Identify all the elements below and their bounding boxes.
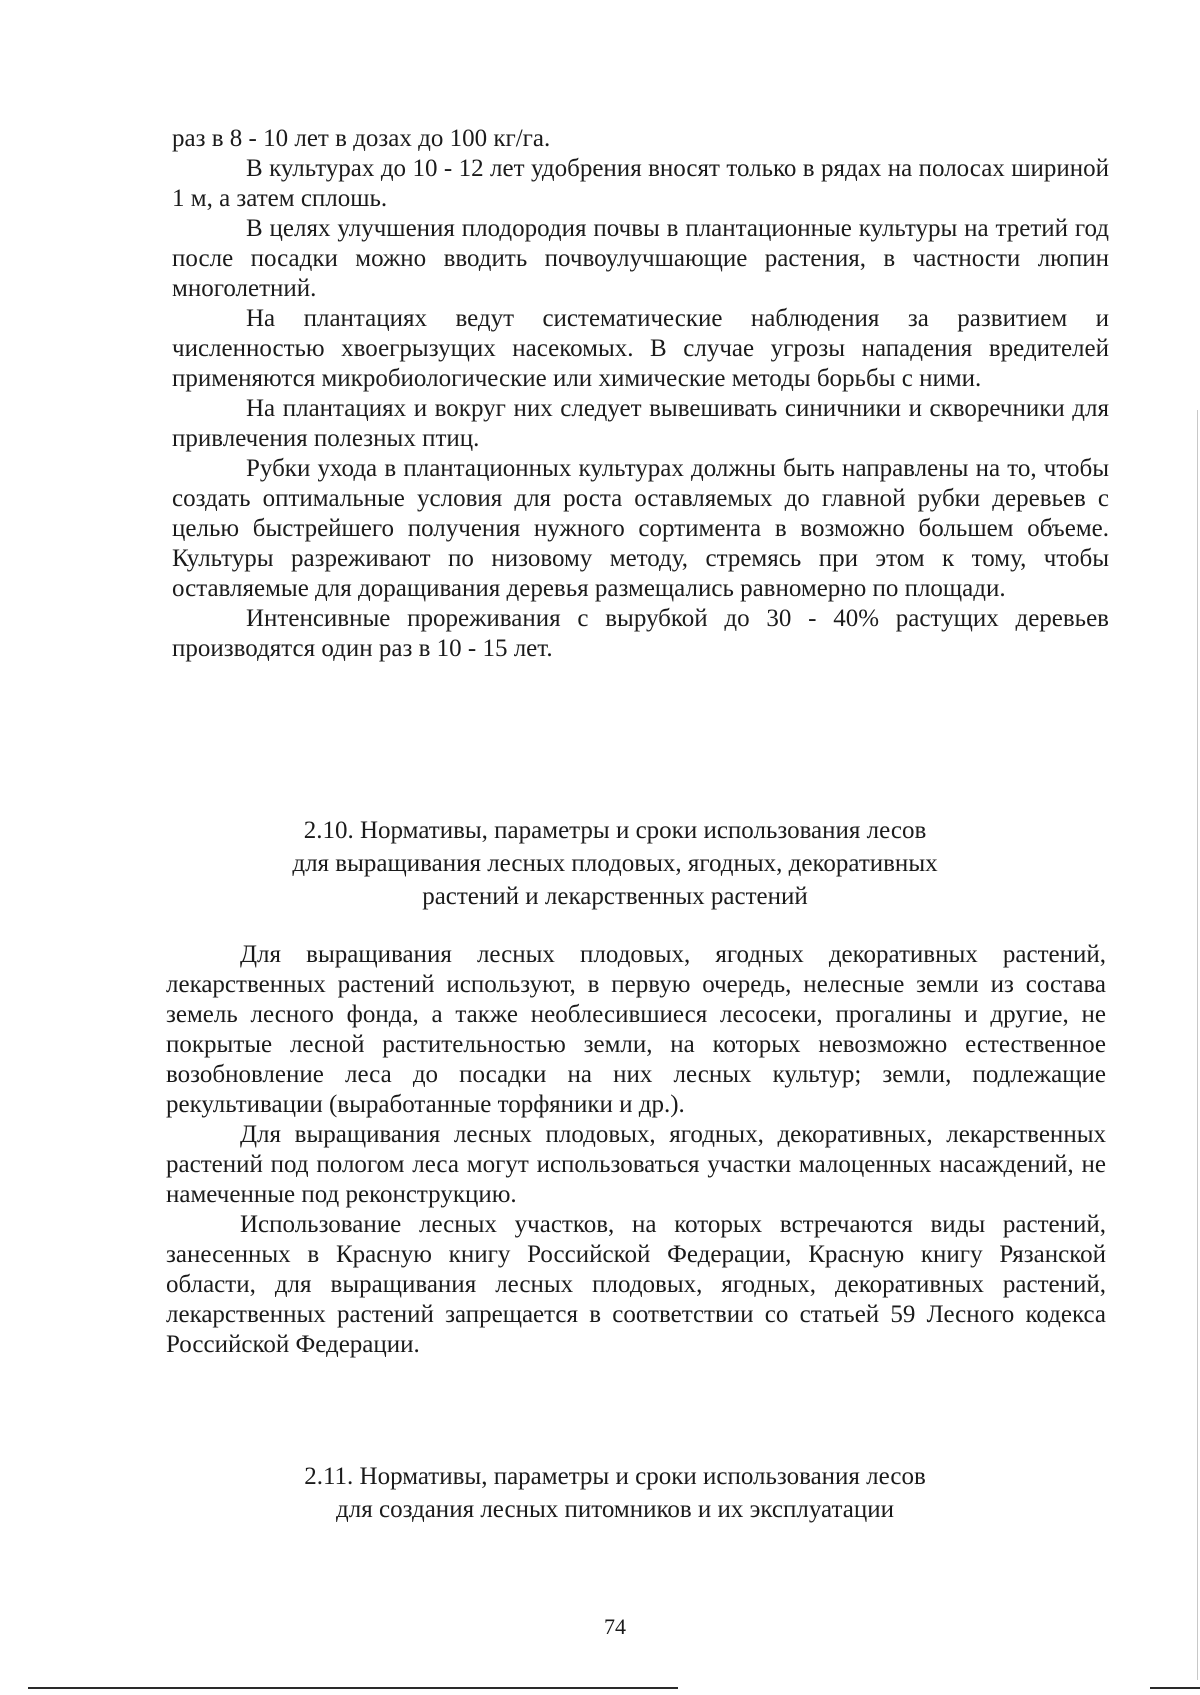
- paragraph-intensive-thinning: Интенсивные прореживания с вырубкой до 30 - 40% растущих деревьев производятся один раз в 10 - 15 лет.: [172, 605, 1109, 662]
- section-heading-2-10-line: растений и лекарственных растений: [422, 883, 808, 910]
- paragraph-land-use: Для выращивания лесных плодовых, ягодных декоративных растений, лекарственных растений используют, в первую очередь, нелесные земли из состава земель лесного фонда, а также необлесившиеся лесосеки, прогалины и другие, не покрытые лесной растительностью земли, на которых невозможно естественное возобновление леса до посадки на них лесных культур; земли, подлежащие рекультивации (выработанные торфяники и др.).: [166, 941, 1106, 1118]
- bottom-scan-rule: [28, 1687, 678, 1689]
- page-number: 74: [604, 1614, 626, 1639]
- scan-edge-line: [1197, 410, 1198, 1680]
- section-heading-2-11-line: 2.11. Нормативы, параметры и сроки использования лесов: [304, 1463, 926, 1490]
- section-heading-2-11: [0, 1460, 1200, 1526]
- paragraph-birdhouses: На плантациях и вокруг них следует вывешивать синичники и скворечники для привлечения полезных птиц.: [172, 395, 1109, 452]
- section-heading-2-10-line: для выращивания лесных плодовых, ягодных, декоративных: [292, 850, 938, 877]
- paragraph-under-canopy: Для выращивания лесных плодовых, ягодных, декоративных, лекарственных растений под пологом леса могут использоваться участки малоценных насаждений, не намеченные под реконструкцию.: [166, 1121, 1106, 1208]
- paragraph-fertilizer-rows: В культурах до 10 - 12 лет удобрения вносят только в рядах на полосах шириной 1 м, а затем сплошь.: [172, 155, 1109, 212]
- paragraph-soil-improvement: В целях улучшения плодородия почвы в плантационные культуры на третий год после посадки можно вводить почвоулучшающие растения, в частности люпин многолетний.: [172, 215, 1109, 302]
- paragraph-red-book: Использование лесных участков, на которых встречаются виды растений, занесенных в Красную книгу Российской Федерации, Красную книгу Рязанской области, для выращивания лесных плодовых, ягодных, декоративных растений, лекарственных растений запрещается в соответствии со статьей 59 Лесного кодекса Российской Федерации.: [166, 1211, 1106, 1358]
- paragraph-pest-monitoring: На плантациях ведут систематические наблюдения за развитием и численностью хвоегрызущих насекомых. В случае угрозы нападения вредителей применяются микробиологические или химические методы борьбы с ними.: [172, 305, 1109, 392]
- section-heading-2-11-line: для создания лесных питомников и их эксплуатации: [336, 1496, 894, 1523]
- bottom-scan-rule-right: [1150, 1687, 1200, 1689]
- lower-text-block: [166, 940, 1106, 1360]
- section-heading-2-10-line: 2.10. Нормативы, параметры и сроки использования лесов: [303, 817, 927, 844]
- upper-text-block: [172, 124, 1109, 664]
- paragraph-thinning: Рубки ухода в плантационных культурах должны быть направлены на то, чтобы создать оптимальные условия для роста оставляемых до главной рубки деревьев с целью быстрейшего получения нужного сортимента в возможно большем объеме. Культуры разреживают по низовому методу, стремясь при этом к тому, чтобы оставляемые для доращивания деревья размещались равномерно по площади.: [172, 455, 1109, 602]
- section-heading-2-10: [0, 814, 1200, 913]
- paragraph-fertilizer-dose: раз в 8 - 10 лет в дозах до 100 кг/га.: [172, 125, 551, 152]
